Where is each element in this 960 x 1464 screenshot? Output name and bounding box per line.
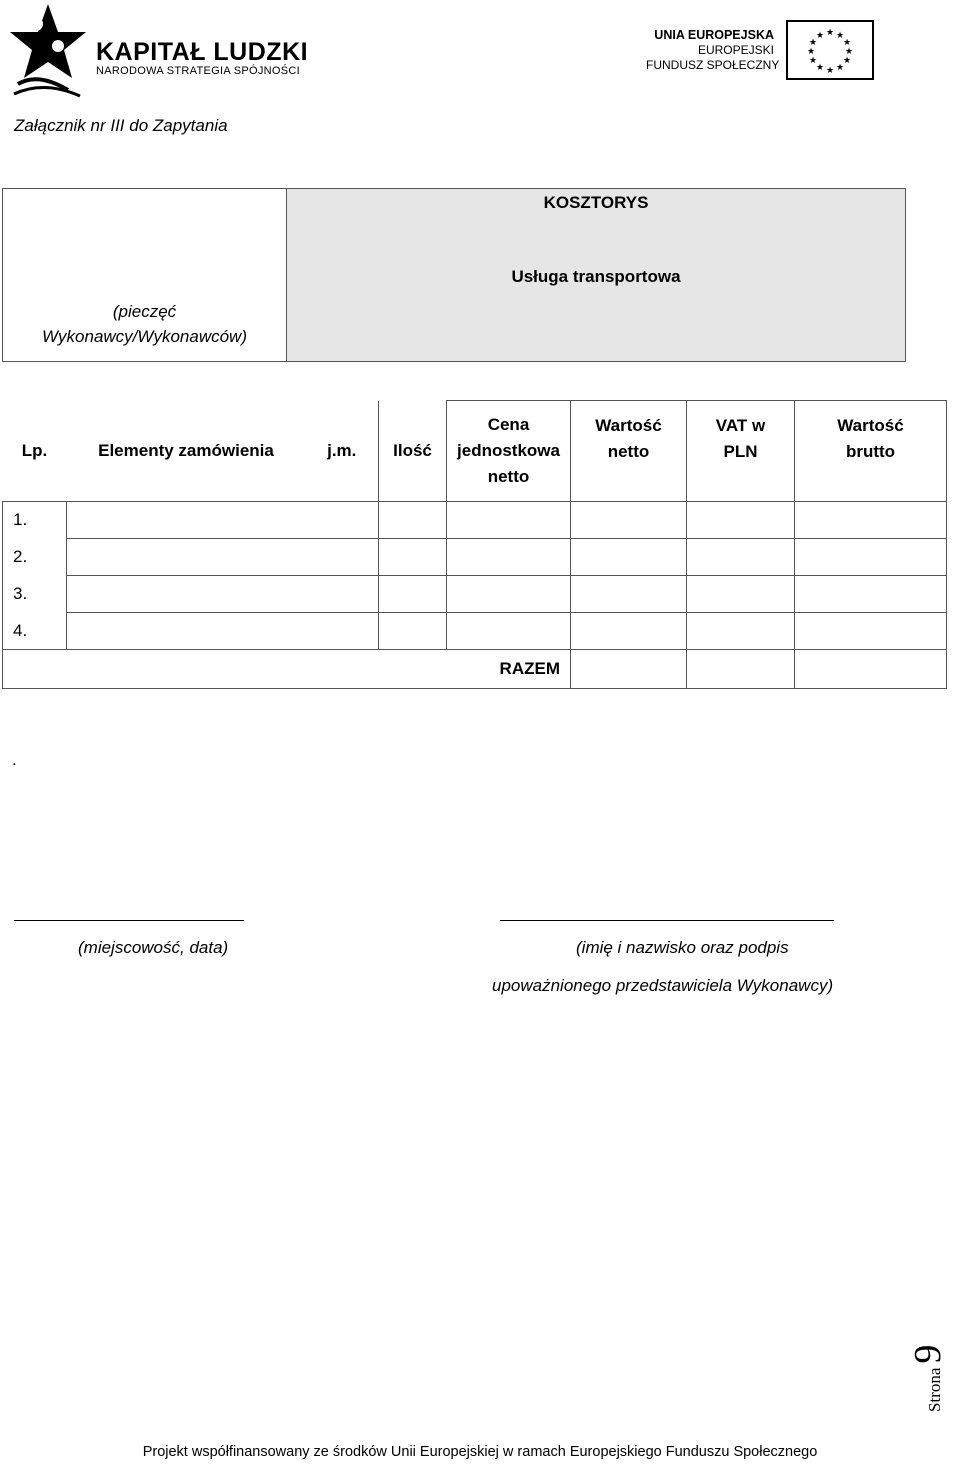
svg-text:★: ★ bbox=[815, 63, 825, 73]
table-row bbox=[3, 576, 947, 613]
svg-text:★: ★ bbox=[835, 31, 845, 41]
eu-title: UNIA EUROPEJSKA bbox=[654, 28, 774, 42]
svg-text:★: ★ bbox=[835, 63, 845, 73]
row-net-value-cell[interactable] bbox=[571, 502, 687, 539]
row-elements-cell[interactable] bbox=[67, 539, 379, 576]
eu-fund-line2: FUNDUSZ SPOŁECZNY bbox=[646, 58, 780, 72]
contractor-stamp-cell bbox=[3, 189, 287, 361]
cost-table bbox=[2, 400, 947, 689]
stamp-label-line2: Wykonawcy/Wykonawców) bbox=[42, 327, 247, 346]
table-row bbox=[3, 502, 947, 539]
svg-text:★: ★ bbox=[842, 38, 852, 48]
svg-text:★: ★ bbox=[844, 47, 854, 57]
row-lp: 1. bbox=[3, 502, 67, 539]
col-header-lp: Lp. bbox=[21, 440, 48, 460]
stray-dot: . bbox=[12, 750, 17, 769]
table-row bbox=[3, 539, 947, 576]
svg-text:★: ★ bbox=[842, 56, 852, 66]
svg-text:★: ★ bbox=[808, 56, 818, 66]
page-digit: 9 bbox=[907, 1344, 949, 1364]
vat-line2: PLN bbox=[723, 442, 758, 461]
row-vat-cell[interactable] bbox=[687, 502, 795, 539]
col-header-unit-price bbox=[447, 401, 571, 502]
gross-value-line2: brutto bbox=[845, 442, 896, 461]
eu-fund-line1: EUROPEJSKI bbox=[697, 43, 774, 57]
row-net-value-cell[interactable] bbox=[571, 539, 687, 576]
row-unit-price-cell[interactable] bbox=[447, 539, 571, 576]
col-header-vat bbox=[687, 401, 795, 502]
row-unit-price-cell[interactable] bbox=[447, 576, 571, 613]
total-vat-cell[interactable] bbox=[687, 650, 795, 689]
total-net-value-cell[interactable] bbox=[571, 650, 687, 689]
kapital-ludzki-mark-icon bbox=[8, 2, 88, 98]
col-header-quantity: Ilość bbox=[379, 401, 447, 502]
table-row bbox=[3, 613, 947, 650]
signature-label-line1: (imię i nazwisko oraz podpis bbox=[576, 938, 789, 957]
row-quantity-cell[interactable] bbox=[379, 613, 447, 650]
eu-logo-text bbox=[646, 28, 780, 73]
row-elements-cell[interactable] bbox=[67, 576, 379, 613]
row-quantity-cell[interactable] bbox=[379, 502, 447, 539]
row-unit-price-cell[interactable] bbox=[447, 502, 571, 539]
unit-price-line1: Cena bbox=[487, 415, 530, 434]
row-elements-cell[interactable] bbox=[67, 613, 379, 650]
row-lp: 2. bbox=[3, 539, 67, 576]
place-date-label: (miejscowość, data) bbox=[78, 938, 229, 957]
svg-text:★: ★ bbox=[808, 38, 818, 48]
row-lp: 4. bbox=[3, 613, 67, 650]
service-name: Usługa transportowa bbox=[511, 267, 681, 286]
row-quantity-cell[interactable] bbox=[379, 576, 447, 613]
vat-line1: VAT w bbox=[715, 416, 766, 435]
row-vat-cell[interactable] bbox=[687, 576, 795, 613]
table-header-row bbox=[3, 401, 947, 502]
row-gross-value-cell[interactable] bbox=[795, 539, 947, 576]
total-row bbox=[3, 650, 947, 689]
place-date-line bbox=[14, 920, 244, 921]
page-number bbox=[902, 1340, 960, 1420]
footer-note: Projekt współfinansowany ze środków Unii Europejskiej w ramach Europejskiego Funduszu Społecznego bbox=[142, 1444, 818, 1460]
net-value-line1: Wartość bbox=[595, 416, 662, 435]
unit-price-line2: jednostkowa bbox=[457, 441, 560, 460]
col-header-unit: j.m. bbox=[306, 401, 379, 502]
row-elements-cell[interactable] bbox=[67, 502, 379, 539]
kapital-ludzki-subtitle: NARODOWA STRATEGIA SPÓJNOŚCI bbox=[96, 65, 300, 77]
svg-text:★: ★ bbox=[806, 47, 816, 57]
col-header-elements: Elementy zamówienia bbox=[98, 440, 274, 460]
gross-value-line1: Wartość bbox=[837, 416, 904, 435]
row-vat-cell[interactable] bbox=[687, 539, 795, 576]
estimate-title-cell bbox=[287, 189, 905, 361]
signature-line bbox=[500, 920, 834, 921]
attachment-title: Załącznik nr III do Zapytania bbox=[14, 116, 228, 135]
col-header-net-value bbox=[571, 401, 687, 502]
total-gross-value-cell[interactable] bbox=[795, 650, 947, 689]
estimate-header-box bbox=[2, 188, 906, 362]
row-unit-price-cell[interactable] bbox=[447, 613, 571, 650]
estimate-heading: KOSZTORYS bbox=[543, 193, 649, 212]
row-quantity-cell[interactable] bbox=[379, 539, 447, 576]
row-gross-value-cell[interactable] bbox=[795, 502, 947, 539]
svg-text:★: ★ bbox=[825, 28, 835, 38]
svg-text:★: ★ bbox=[815, 31, 825, 41]
net-value-line2: netto bbox=[607, 442, 650, 461]
unit-price-line3: netto bbox=[487, 467, 530, 486]
row-lp: 3. bbox=[3, 576, 67, 613]
row-net-value-cell[interactable] bbox=[571, 576, 687, 613]
page-word: Strona bbox=[925, 1367, 944, 1412]
stamp-label-line1: (pieczęć bbox=[112, 302, 177, 321]
signature-label-line2: upoważnionego przedstawiciela Wykonawcy) bbox=[492, 976, 834, 995]
kapital-ludzki-logo bbox=[8, 2, 318, 98]
row-net-value-cell[interactable] bbox=[571, 613, 687, 650]
row-gross-value-cell[interactable] bbox=[795, 576, 947, 613]
svg-text:★: ★ bbox=[825, 66, 835, 76]
contractor-stamp-label bbox=[3, 299, 286, 349]
col-header-gross-value bbox=[795, 401, 947, 502]
kapital-ludzki-title: KAPITAŁ LUDZKI bbox=[96, 38, 309, 66]
row-vat-cell[interactable] bbox=[687, 613, 795, 650]
eu-flag-icon bbox=[786, 20, 874, 80]
row-gross-value-cell[interactable] bbox=[795, 613, 947, 650]
total-label: RAZEM bbox=[3, 650, 571, 689]
